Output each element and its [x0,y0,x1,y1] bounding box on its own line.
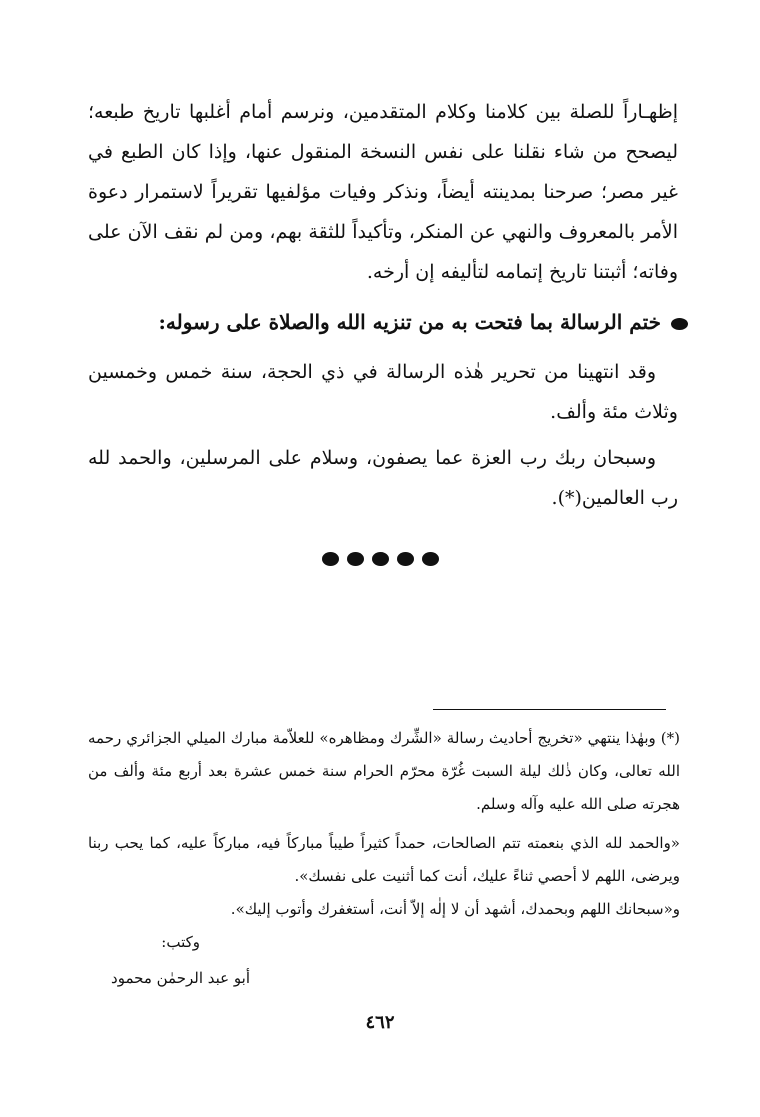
footnotes [88,722,680,926]
dot-ornament-icon [372,552,389,566]
footnote-1: (*) وبهٰذا ينتهي «تخريج أحاديث رسالة «الشِّرك ومظاهره» للعلاّمة مبارك الميلي الجزائري رحمه الله تعالى، وكان ذٰلك ليلة السبت غُرّة محرّم الحرام سنة خمس عشرة بعد أربع مئة وألف من هجرته صلى الله عليه وآله وسلم. [88,729,680,813]
page-number: ٤٦٢ [365,1012,395,1033]
closing-paragraph-2: وسبحان ربك رب العزة عما يصفون، وسلام على المرسلين، والحمد لله رب العالمين(*). [88,447,678,509]
dot-ornament-icon [347,552,364,566]
bullet-icon [671,318,688,330]
footnote-separator [433,709,666,710]
section-heading [88,302,688,342]
closing-paragraph-1: وقد انتهينا من تحرير هٰذه الرسالة في ذي الحجة، سنة خمس وخمسين وثلاث مئة وألف. [88,361,678,423]
closing-paragraph-2-block [88,438,678,518]
intro-paragraph: إظهـاراً للصلة بين كلامنا وكلام المتقدمين، ونرسم أمام أغلبها تاريخ طبعه؛ ليصحح من شاء نقلنا على نفس النسخة المنقول عنها، وإذا كان الطبع في غير مصر؛ صرحنا بمدينته أيضاً، ونذكر وفيات مؤلفيها تقريراً لاستمرار دعوة الأمر بالمعروف والنهي عن المنكر، وتأكيداً للثقة بهم، ومن لم نقف الآن على وفاته؛ أثبتنا تاريخ إتمامه لتأليفه إن أرخه. [88,101,678,283]
dot-ornament-icon [322,552,339,566]
closing-paragraph-1-block [88,352,678,432]
footnote-3: و«سبحانك اللهم وبحمدك، أشهد أن لا إلٰه إلاّ أنت، أستغفرك وأتوب إليك». [230,900,680,918]
dot-ornament-icon [422,552,439,566]
section-divider-ornament [0,552,760,566]
intro-paragraph-block [88,92,678,292]
dot-ornament-icon [397,552,414,566]
footnote-2: «والحمد لله الذي بنعمته تتم الصالحات، حمداً كثيراً طيباً مباركاً فيه، مباركاً عليه، كما يحب ربنا ويرضى، اللهم لا أحصي ثناءً عليك، أنت كما أثنيت على نفسك». [88,834,680,885]
section-heading-text: ختم الرسالة بما فتحت به من تنزيه الله والصلاة على رسوله: [158,310,661,334]
author-name: أبو عبد الرحمٰن محمود [111,969,250,987]
signature-block [90,924,250,996]
wrote-label: وكتب: [161,933,200,951]
